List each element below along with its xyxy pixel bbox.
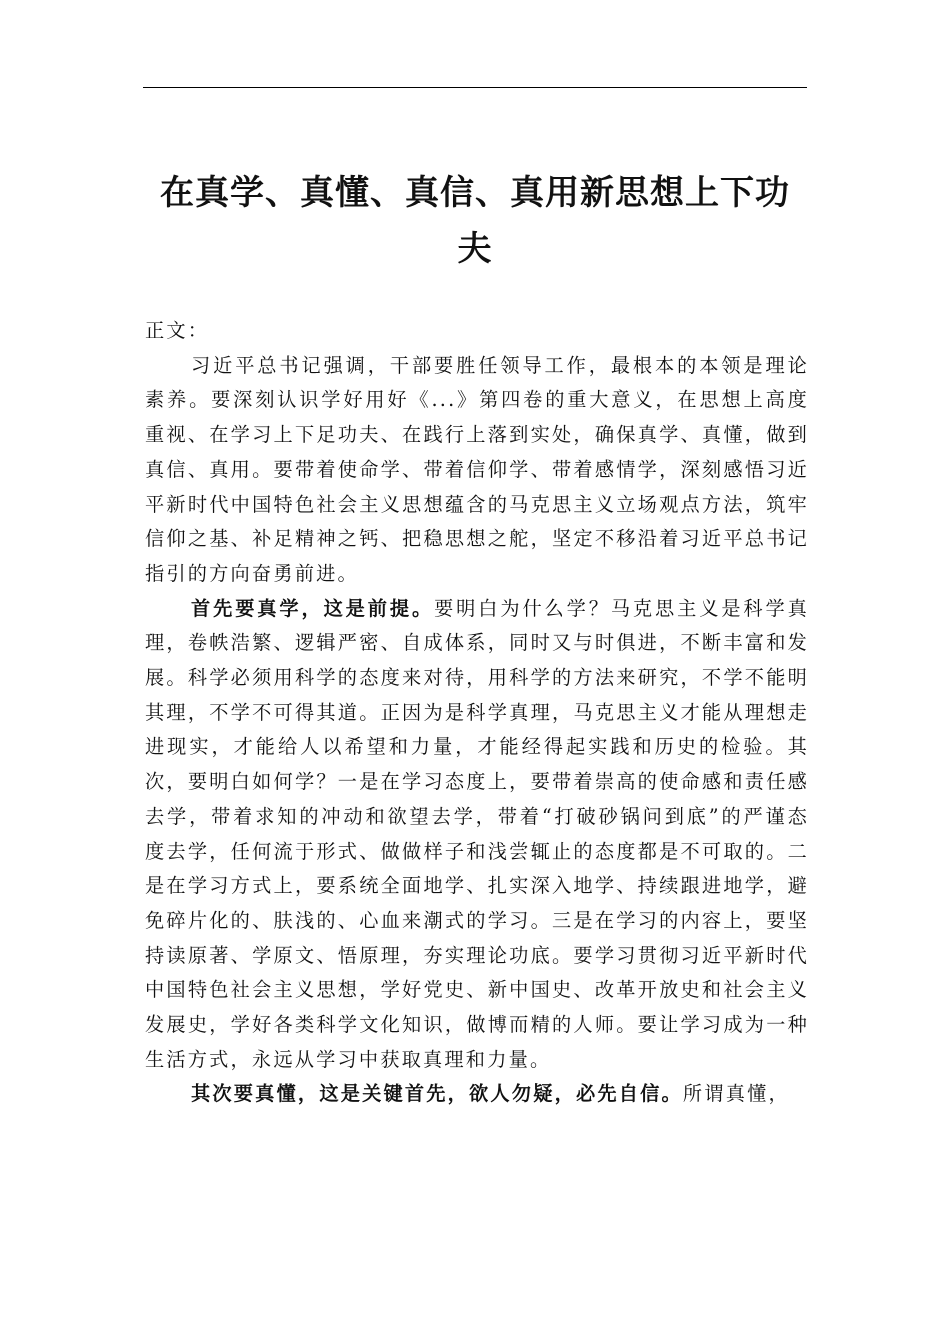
paragraph-text: 习近平总书记强调，干部要胜任领导工作，最根本的本领是理论素养。要深刻认识学好用好《...》第四卷的重大意义，在思想上高度重视、在学习上下足功夫、在践行上落到实处，确保真学、真懂，做到真信、真用。要带着使命学、带着信仰学、带着感情学，深刻感悟习近平新时代中国特色社会主义思想蕴含的马克思主义立场观点方法，筑牢信仰之基、补足精神之钙、把稳思想之舵，坚定不移沿着习近平总书记指引的方向奋勇前进。 (145, 353, 809, 585)
paragraph-text: 所谓真懂， (682, 1082, 790, 1106)
document-title: 在真学、真懂、真信、真用新思想上下功夫 (160, 173, 790, 269)
paragraph-true-understanding (145, 1077, 809, 1112)
document-body (145, 314, 809, 1112)
header-rule (143, 87, 807, 88)
body-label: 正文： (145, 319, 210, 342)
paragraph-lead: 首先要真学，这是前提。 (191, 596, 435, 620)
paragraph-intro (145, 349, 809, 592)
paragraph-lead: 其次要真懂，这是关键首先，欲人勿疑，必先自信。 (191, 1082, 683, 1106)
paragraph-text: 要明白为什么学？马克思主义是科学真理，卷帙浩繁、逻辑严密、自成体系，同时又与时俱进，不断丰富和发展。科学必须用科学的态度来对待，用科学的方法来研究，不学不能明其理，不学不可得其道。正因为是科学真理，马克思主义才能从理想走进现实，才能给人以希望和力量，才能经得起实践和历史的检验。其次，要明白如何学？一是在学习态度上，要带着崇高的使命感和责任感去学，带着求知的冲动和欲望去学，带着“打破砂锅问到底”的严谨态度去学，任何流于形式、做做样子和浅尝辄止的态度都是不可取的。二是在学习方式上，要系统全面地学、扎实深入地学、持续跟进地学，避免碎片化的、肤浅的、心血来潮式的学习。三是在学习的内容上，要坚持读原著、学原文、悟原理，夯实理论功底。要学习贯彻习近平新时代中国特色社会主义思想，学好党史、新中国史、改革开放史和社会主义发展史，学好各类科学文化知识，做博而精的人师。要让学习成为一种生活方式，永远从学习中获取真理和力量。 (145, 596, 809, 1071)
paragraph-true-study (145, 592, 809, 1078)
